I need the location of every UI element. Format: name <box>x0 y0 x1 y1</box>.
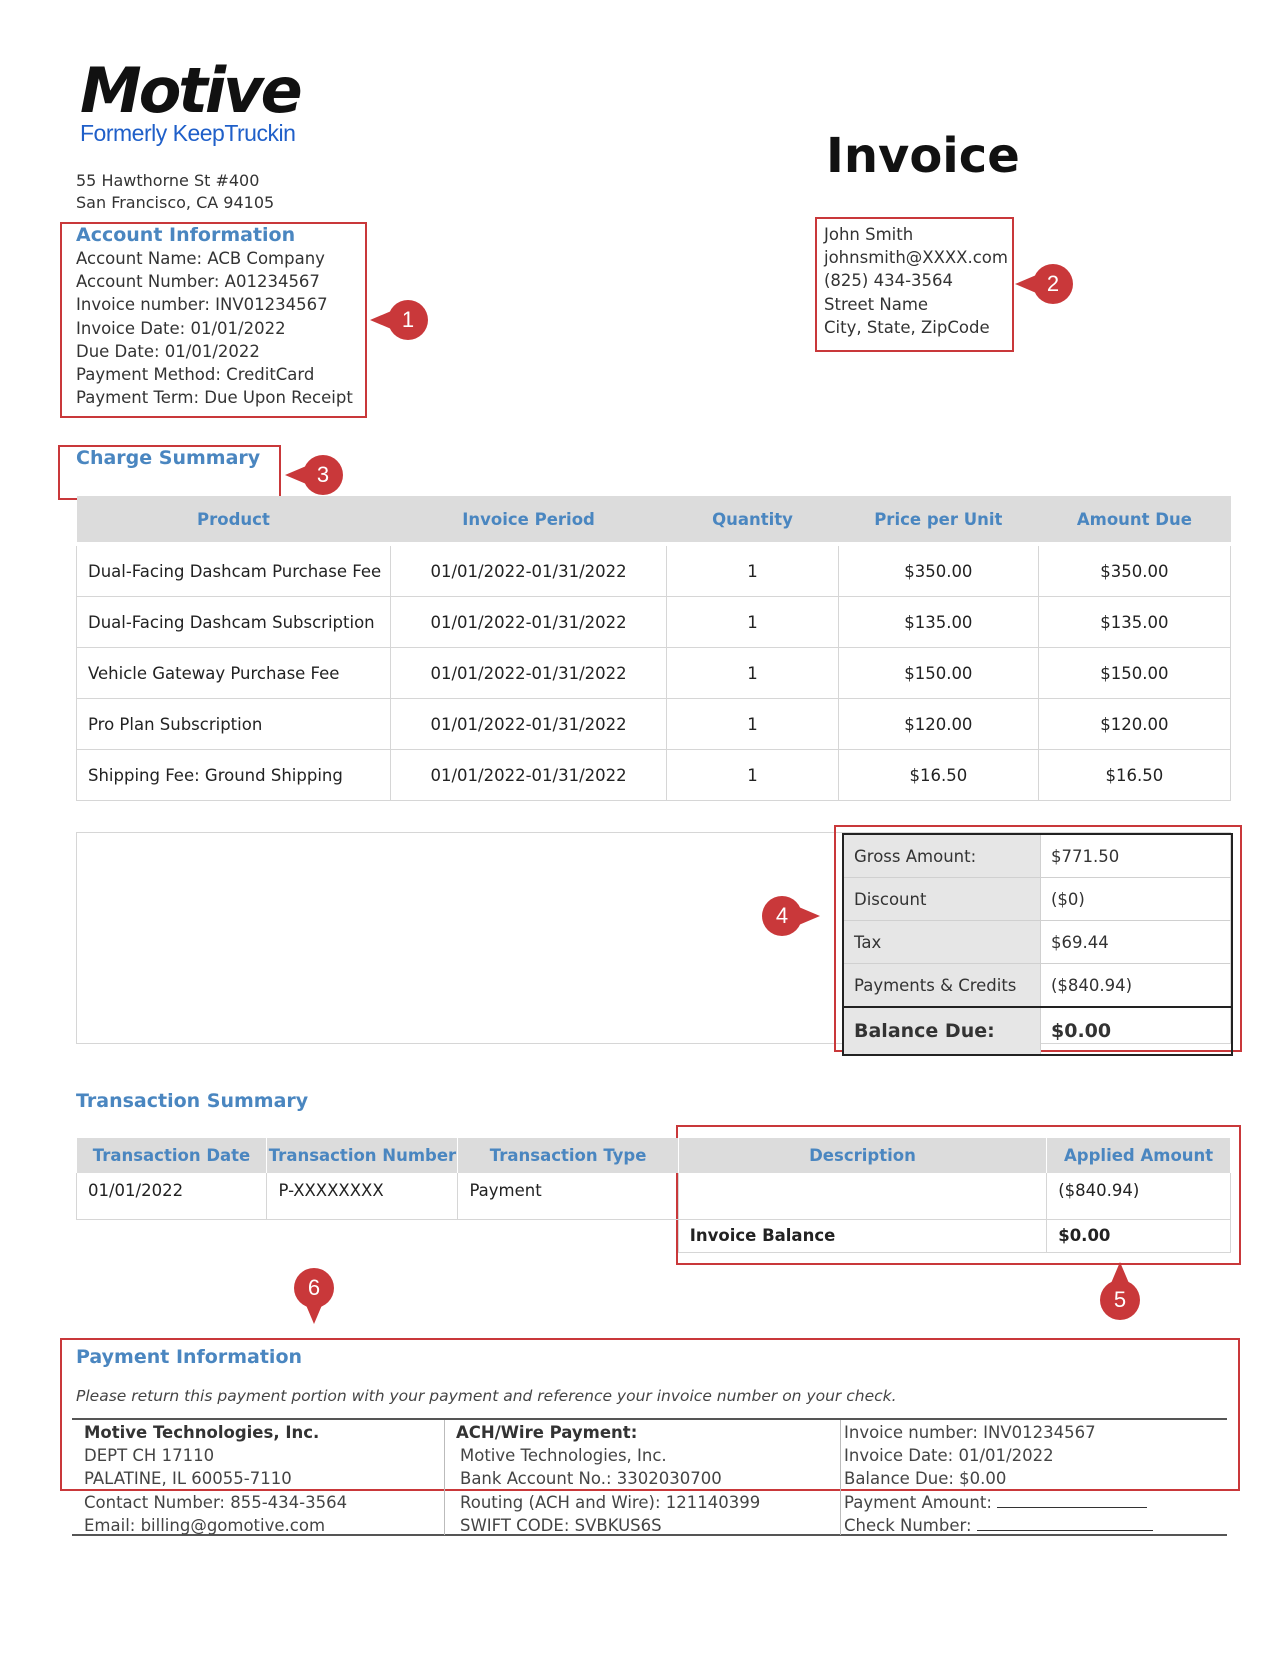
balance-due-row <box>843 1007 1232 1055</box>
company-name: Motive Technologies, Inc. <box>84 1423 320 1442</box>
transaction-table-header <box>77 1138 1231 1173</box>
marker-pointer <box>370 309 396 331</box>
ach-bank-account: Bank Account No.: 3302030700 <box>460 1469 722 1489</box>
table-row <box>77 699 1231 750</box>
remittance-col <box>844 1420 1222 1535</box>
cell-applied-amount: ($840.94) <box>1047 1173 1231 1220</box>
payment-amount-line <box>844 1491 1222 1514</box>
invoice-number: Invoice number: INV01234567 <box>76 295 328 315</box>
cell-product: Shipping Fee: Ground Shipping <box>77 750 391 801</box>
account-information <box>76 224 353 409</box>
customer-phone: (825) 434-3564 <box>824 271 954 291</box>
cell-description <box>678 1173 1047 1220</box>
ach-routing: Routing (ACH and Wire): 121140399 <box>460 1492 761 1512</box>
customer-name: John Smith <box>824 225 914 244</box>
customer-city: City, State, ZipCode <box>824 317 990 337</box>
cell-amount: $135.00 <box>1038 597 1230 648</box>
invoice-date: Invoice Date: 01/01/2022 <box>76 318 286 338</box>
due-date: Due Date: 01/01/2022 <box>76 341 260 361</box>
column-header-transaction-date: Transaction Date <box>77 1138 267 1173</box>
remit-invoice-date: Invoice Date: 01/01/2022 <box>844 1446 1054 1466</box>
motive-logo: Motive <box>80 54 300 127</box>
table-row <box>77 597 1231 648</box>
marker-number: 6 <box>307 1275 321 1300</box>
account-info-heading: Account Information <box>76 224 296 246</box>
gross-amount-label: Gross Amount: <box>843 834 1041 878</box>
table-row <box>77 544 1231 597</box>
ach-swift: SWIFT CODE: SVBKUS6S <box>460 1515 662 1535</box>
column-header-applied-amount: Applied Amount <box>1047 1138 1231 1173</box>
check-number-line <box>844 1514 1222 1537</box>
cell-price: $16.50 <box>838 750 1038 801</box>
column-header-price-per-unit: Price per Unit <box>838 496 1038 544</box>
cell-period: 01/01/2022-01/31/2022 <box>390 544 666 597</box>
cell-price: $150.00 <box>838 648 1038 699</box>
ach-company: Motive Technologies, Inc. <box>460 1446 667 1466</box>
transaction-summary-heading: Transaction Summary <box>76 1090 309 1112</box>
cell-period: 01/01/2022-01/31/2022 <box>390 699 666 750</box>
charge-table <box>76 496 1231 801</box>
column-header-transaction-number: Transaction Number <box>267 1138 458 1173</box>
table-row <box>77 1173 1231 1220</box>
payment-amount-label: Payment Amount: <box>844 1492 992 1512</box>
cell-transaction-date: 01/01/2022 <box>77 1173 267 1220</box>
ach-wire-col <box>456 1420 841 1535</box>
column-header-quantity: Quantity <box>667 496 839 544</box>
payments-credits-label: Payments & Credits <box>843 964 1041 1008</box>
cell-period: 01/01/2022-01/31/2022 <box>390 648 666 699</box>
payment-term: Payment Term: Due Upon Receipt <box>76 388 353 408</box>
logo-tagline: Formerly KeepTruckin <box>80 120 296 146</box>
transaction-table <box>76 1138 1231 1253</box>
callout-marker-4 <box>762 896 802 936</box>
tax-label: Tax <box>843 921 1041 964</box>
account-number: Account Number: A01234567 <box>76 272 320 292</box>
cell-amount: $150.00 <box>1038 648 1230 699</box>
cell-period: 01/01/2022-01/31/2022 <box>390 750 666 801</box>
marker-number: 2 <box>1046 271 1060 296</box>
cell-quantity: 1 <box>667 750 839 801</box>
column-header-amount-due: Amount Due <box>1038 496 1230 544</box>
marker-pointer <box>303 1298 325 1324</box>
callout-marker-2 <box>1033 264 1073 304</box>
invoice-balance-label: Invoice Balance <box>678 1220 1047 1253</box>
charge-table-header <box>77 496 1231 544</box>
empty-cell <box>458 1220 678 1253</box>
cell-transaction-number: P-XXXXXXXX <box>267 1173 458 1220</box>
marker-number: 3 <box>316 462 330 487</box>
marker-number: 5 <box>1113 1287 1127 1312</box>
company-contact: Contact Number: 855-434-3564 <box>84 1492 348 1512</box>
cell-amount: $16.50 <box>1038 750 1230 801</box>
payment-note: Please return this payment portion with your payment and reference your invoice number on your check. <box>76 1387 897 1405</box>
payments-credits-value: ($840.94) <box>1041 964 1233 1008</box>
callout-marker-1 <box>388 300 428 340</box>
cell-quantity: 1 <box>667 597 839 648</box>
remit-balance-due: Balance Due: $0.00 <box>844 1469 1007 1489</box>
cell-product: Pro Plan Subscription <box>77 699 391 750</box>
page-title: Invoice <box>826 128 1020 184</box>
table-row <box>77 648 1231 699</box>
cell-quantity: 1 <box>667 648 839 699</box>
column-header-invoice-period: Invoice Period <box>390 496 666 544</box>
callout-marker-3 <box>303 455 343 495</box>
check-number-blank[interactable] <box>977 1516 1153 1531</box>
payment-columns <box>72 1418 1227 1536</box>
customer-street: Street Name <box>824 294 929 314</box>
callout-marker-6 <box>294 1268 334 1308</box>
cell-price: $120.00 <box>838 699 1038 750</box>
cell-transaction-type: Payment <box>458 1173 678 1220</box>
company-email: Email: billing@gomotive.com <box>84 1515 326 1535</box>
totals-row <box>843 834 1232 878</box>
cell-product: Vehicle Gateway Purchase Fee <box>77 648 391 699</box>
cell-amount: $120.00 <box>1038 699 1230 750</box>
gross-amount-value: $771.50 <box>1041 834 1233 878</box>
cell-product: Dual-Facing Dashcam Purchase Fee <box>77 544 391 597</box>
empty-cell <box>267 1220 458 1253</box>
marker-pointer <box>794 905 820 927</box>
payment-amount-blank[interactable] <box>997 1493 1147 1508</box>
callout-marker-5 <box>1100 1280 1140 1320</box>
totals-row <box>843 964 1232 1008</box>
tax-value: $69.44 <box>1041 921 1233 964</box>
column-header-description: Description <box>678 1138 1047 1173</box>
company-address <box>76 170 274 213</box>
balance-due-label: Balance Due: <box>843 1007 1041 1055</box>
marker-pointer <box>1015 273 1041 295</box>
payment-company-col <box>84 1420 445 1535</box>
balance-due-value: $0.00 <box>1041 1007 1233 1055</box>
remit-invoice-number: Invoice number: INV01234567 <box>844 1423 1096 1442</box>
marker-pointer <box>1109 1262 1131 1288</box>
charge-summary-heading: Charge Summary <box>76 447 261 469</box>
marker-number: 4 <box>775 903 789 928</box>
totals-row <box>843 878 1232 921</box>
address-line: 55 Hawthorne St #400 <box>76 171 260 190</box>
marker-number: 1 <box>401 307 415 332</box>
cell-price: $135.00 <box>838 597 1038 648</box>
marker-pointer <box>285 464 311 486</box>
table-row <box>77 750 1231 801</box>
invoice-balance-value: $0.00 <box>1047 1220 1231 1253</box>
address-line: San Francisco, CA 94105 <box>76 192 275 212</box>
check-number-label: Check Number: <box>844 1515 972 1535</box>
empty-cell <box>77 1220 267 1253</box>
invoice-balance-row <box>77 1220 1231 1253</box>
cell-quantity: 1 <box>667 699 839 750</box>
discount-value: ($0) <box>1041 878 1233 921</box>
company-dept: DEPT CH 17110 <box>84 1446 215 1466</box>
totals-row <box>843 921 1232 964</box>
cell-product: Dual-Facing Dashcam Subscription <box>77 597 391 648</box>
payment-info-heading: Payment Information <box>76 1346 303 1368</box>
ach-title: ACH/Wire Payment: <box>456 1423 638 1442</box>
account-name: Account Name: ACB Company <box>76 249 325 268</box>
customer-email: johnsmith@XXXX.com <box>824 248 1008 268</box>
customer-info <box>824 223 1008 339</box>
cell-period: 01/01/2022-01/31/2022 <box>390 597 666 648</box>
cell-quantity: 1 <box>667 544 839 597</box>
column-header-product: Product <box>77 496 391 544</box>
cell-price: $350.00 <box>838 544 1038 597</box>
payment-method: Payment Method: CreditCard <box>76 365 315 385</box>
totals-table <box>842 833 1233 1056</box>
column-header-transaction-type: Transaction Type <box>458 1138 678 1173</box>
discount-label: Discount <box>843 878 1041 921</box>
cell-amount: $350.00 <box>1038 544 1230 597</box>
company-city: PALATINE, IL 60055-7110 <box>84 1469 292 1489</box>
